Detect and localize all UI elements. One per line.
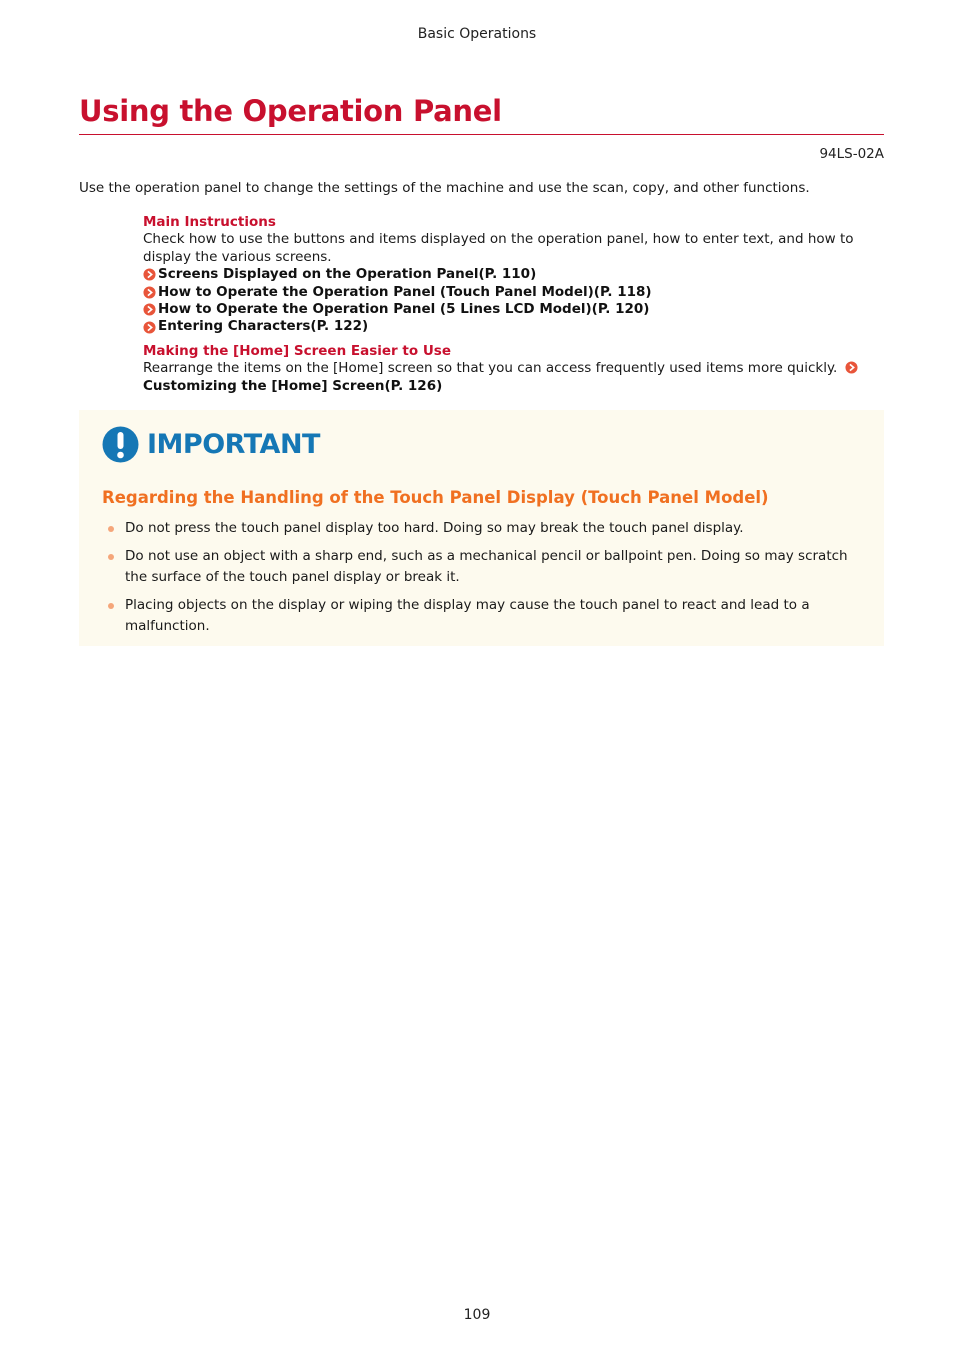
section-body-line — [143, 360, 858, 377]
important-label: IMPORTANT — [147, 429, 320, 460]
bullet-dot-icon — [108, 603, 114, 609]
section-main-instructions — [143, 214, 858, 336]
link-text[interactable]: Entering Characters(P. 122) — [158, 318, 369, 335]
list-item — [106, 595, 866, 637]
section-body-line: display the various screens. — [143, 248, 332, 265]
page-number: 109 — [463, 1307, 491, 1323]
arrow-circle-icon — [143, 321, 156, 334]
bullet-dot-icon — [108, 554, 114, 560]
list-item-text: Placing objects on the display or wiping the display may cause the touch panel to react and lead to a malfunction. — [125, 597, 810, 634]
bullet-dot-icon — [108, 526, 114, 532]
arrow-circle-icon[interactable] — [845, 361, 858, 374]
link-text[interactable]: Screens Displayed on the Operation Panel(P. 110) — [158, 266, 537, 283]
important-badge — [102, 426, 320, 463]
link-screens-displayed[interactable] — [143, 266, 858, 283]
link-text[interactable]: How to Operate the Operation Panel (5 Lines LCD Model)(P. 120) — [158, 301, 650, 318]
section-home-screen — [143, 343, 858, 395]
section-heading: Main Instructions — [143, 214, 276, 230]
link-entering-characters[interactable] — [143, 318, 858, 335]
section-body-line: Check how to use the buttons and items displayed on the operation panel, how to enter text, and how to — [143, 231, 854, 248]
arrow-circle-icon — [143, 286, 156, 299]
important-notice — [79, 410, 884, 646]
list-item — [106, 518, 866, 539]
intro-paragraph: Use the operation panel to change the settings of the machine and use the scan, copy, and other functions. — [79, 180, 810, 196]
link-text[interactable]: How to Operate the Operation Panel (Touch Panel Model)(P. 118) — [158, 283, 652, 300]
section-heading: Making the [Home] Screen Easier to Use — [143, 343, 451, 359]
important-bullet-list — [106, 518, 866, 644]
exclamation-circle-icon — [102, 426, 139, 463]
document-code: 94LS-02A — [819, 146, 884, 162]
important-heading: Regarding the Handling of the Touch Panel Display (Touch Panel Model) — [102, 488, 769, 507]
link-text[interactable]: Customizing the [Home] Screen(P. 126) — [143, 377, 443, 394]
section-body-text: Rearrange the items on the [Home] screen so that you can access frequently used items more quickly. — [143, 360, 838, 377]
page-title: Using the Operation Panel — [79, 94, 502, 128]
list-item-text: Do not use an object with a sharp end, such as a mechanical pencil or ballpoint pen. Doing so may scratch the surface of the touch panel display or break it. — [125, 548, 848, 585]
list-item — [106, 546, 866, 588]
arrow-circle-icon — [143, 268, 156, 281]
link-5-lines-lcd-model[interactable] — [143, 301, 858, 318]
link-touch-panel-model[interactable] — [143, 284, 858, 301]
running-header: Basic Operations — [417, 26, 537, 42]
link-customizing-home[interactable] — [143, 378, 858, 395]
list-item-text: Do not press the touch panel display too hard. Doing so may break the touch panel display. — [125, 520, 744, 536]
arrow-circle-icon — [143, 303, 156, 316]
title-divider — [79, 134, 884, 135]
